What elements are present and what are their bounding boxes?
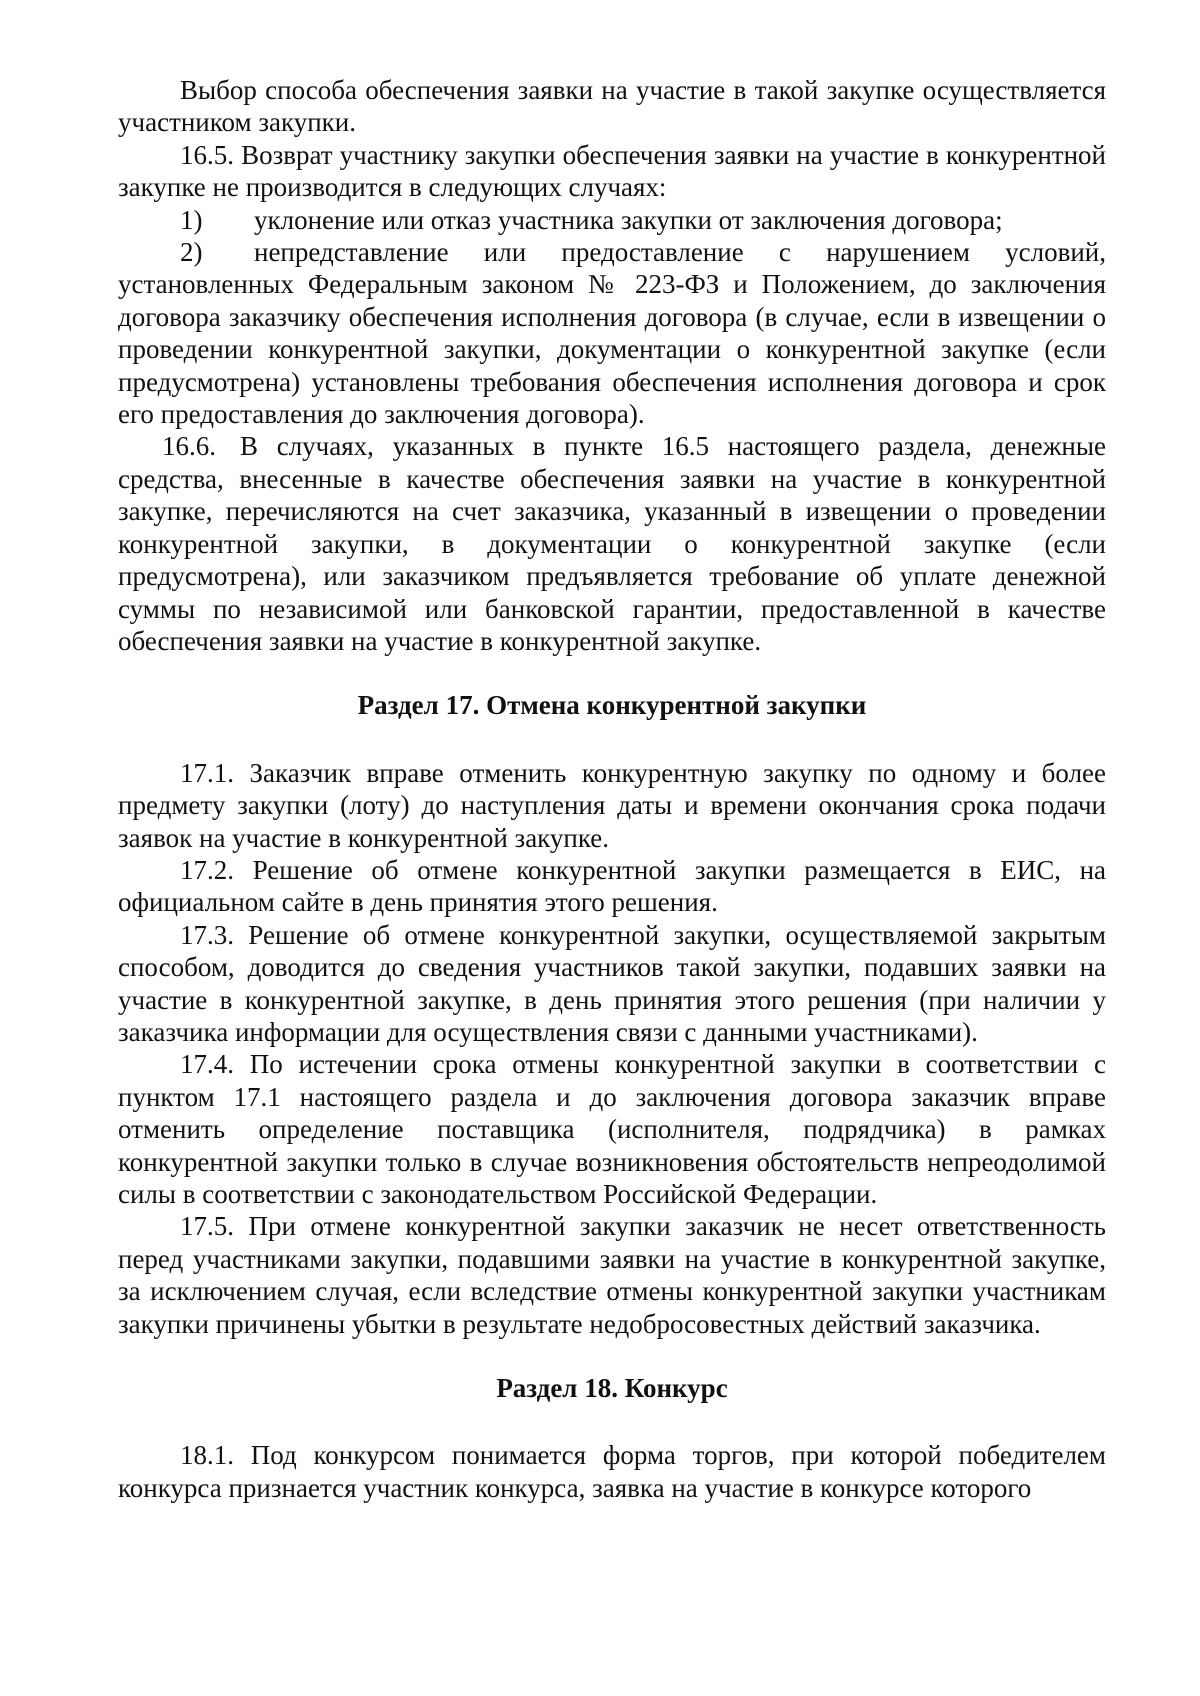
list-item-1: [118, 204, 1106, 236]
paragraph-text: Решение об отмене конкурентной закупки, осуществляемой закрытым способом, доводится до сведения участников такой закупки, подавших заявки на участие в конкурентной закупке, в день принятия этого решения (при наличии у заказчика информации для осуществления связи с данными участниками).: [118, 919, 1107, 1047]
section-18-title: Раздел 18. Конкурс: [496, 1373, 728, 1404]
paragraph-number: 16.6.: [162, 431, 216, 462]
paragraph-18-1: [118, 1439, 1106, 1504]
paragraph-17-5: [118, 1210, 1106, 1340]
paragraph-text: Заказчик вправе отменить конкурентную закупку по одному и более предмету закупки (лоту) до наступления даты и времени окончания срока подачи заявок на участие в конкурентной закупке.: [118, 757, 1107, 853]
paragraph-text: При отмене конкурентной закупки заказчик не несет ответственность перед участниками закупки, подавшими заявки на участие в конкурентной закупке, за исключением случая, если вследствие отмены конкурентной закупки участникам закупки причинены убытки в результате недобросовестных действий заказчика.: [118, 1211, 1106, 1339]
paragraph-16-6: [118, 430, 1106, 657]
paragraph-number: 17.5.: [180, 1211, 234, 1242]
paragraph-text: Решение об отмене конкурентной закупки размещается в ЕИС, на официальном сайте в день принятия этого решения.: [118, 854, 1106, 918]
paragraph-17-3: [118, 919, 1106, 1049]
list-text: непредставление или предоставление с нарушением условий, установленных Федеральным законом № 223-ФЗ и Положением, до заключения договора заказчику обеспечения исполнения договора (в случае, если в извещении о проведении конкурентной закупки, документации о конкурентной закупке (если предусмотрена) установлены требования обеспечения исполнения договора и срок его предоставления до заключения договора).: [118, 237, 1106, 430]
paragraph-text: По истечении срока отмены конкурентной закупки в соответствии с пунктом 17.1 настоящего раздела и до заключения договора заказчик вправе отменить определение поставщика (исполнителя, подрядчика) в рамках конкурентной закупки только в случае возникновения обстоятельств непреодолимой силы в соответствии с законодательством Российской Федерации.: [118, 1049, 1106, 1209]
document-page: [118, 74, 1106, 1504]
paragraph-text: В случаях, указанных в пункте 16.5 настоящего раздела, денежные средства, внесенные в качестве обеспечения заявки на участие в конкурентной закупке, перечисляются на счет заказчика, указанный в извещении о проведении конкурентной закупки, в документации о конкурентной закупке (если предусмотрена), или заказчиком предъявляется требование об уплате денежной суммы по независимой или банковской гарантии, предоставленной в качестве обеспечения заявки на участие в конкурентной закупке.: [118, 431, 1106, 656]
paragraph-number: 17.1.: [180, 757, 234, 788]
section-17-title: Раздел 17. Отмена конкурентной закупки: [357, 690, 867, 721]
paragraph-text: Возврат участнику закупки обеспечения заявки на участие в конкурентной закупке не производится в следующих случаях:: [118, 139, 1106, 203]
paragraph-number: 17.4.: [180, 1049, 234, 1080]
paragraph-16-5: [118, 139, 1106, 204]
list-number: 2): [180, 237, 203, 268]
paragraph-intro: [118, 74, 1106, 139]
paragraph-text: Под конкурсом понимается форма торгов, при которой победителем конкурса признается участник конкурса, заявка на участие в конкурсе которого: [118, 1440, 1106, 1503]
paragraph-number: 17.2.: [180, 854, 234, 885]
paragraph-number: 17.3.: [180, 919, 234, 950]
paragraph-17-1: [118, 757, 1106, 854]
paragraph-text: Выбор способа обеспечения заявки на участие в такой закупке осуществляется участником закупки.: [118, 75, 1106, 138]
list-item-2: [118, 236, 1106, 430]
paragraph-number: 16.5.: [180, 139, 234, 170]
list-text: уклонение или отказ участника закупки от заключения договора;: [254, 204, 1003, 235]
paragraph-17-2: [118, 854, 1106, 919]
paragraph-number: 18.1.: [180, 1440, 234, 1471]
list-number: 1): [180, 204, 203, 235]
paragraph-17-4: [118, 1048, 1106, 1210]
